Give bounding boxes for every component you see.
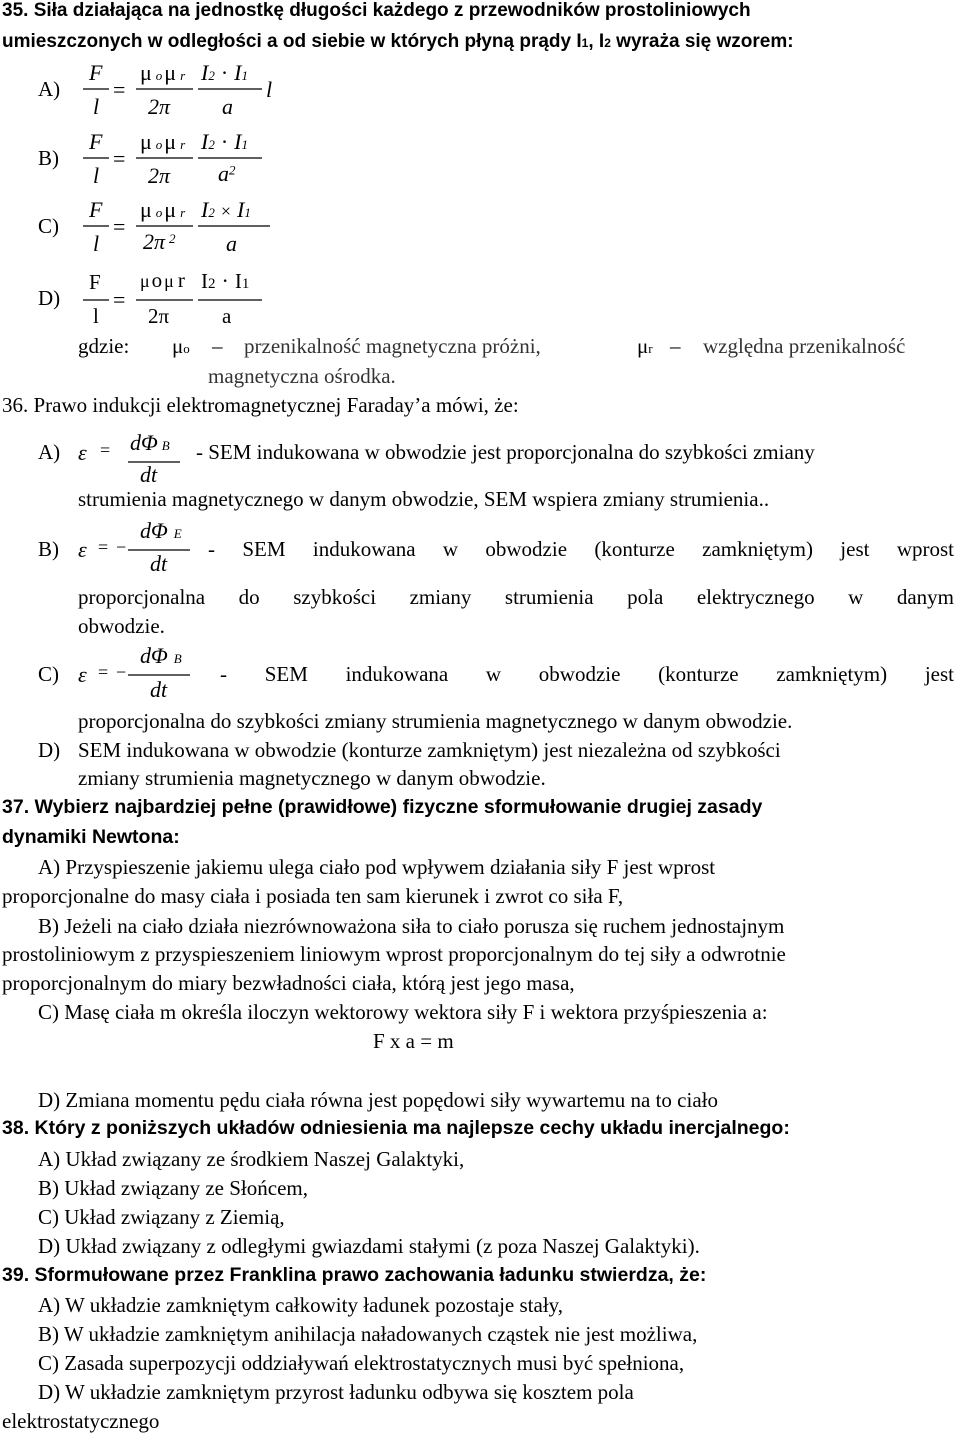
dPhi-E: dΦ E bbox=[140, 518, 182, 543]
q36-b-line1: - SEM indukowana w obwodzie (konturze zamkniętym) jest wprost bbox=[208, 537, 954, 561]
two-pi-squared: 2π $^2$ bbox=[143, 229, 176, 254]
denominator-a: a bbox=[226, 231, 237, 256]
equals-sign: = bbox=[100, 440, 111, 460]
option-label: A) bbox=[38, 77, 61, 101]
numerator-F: F bbox=[89, 60, 103, 85]
a-squared: $a^2$ bbox=[218, 161, 236, 186]
q39-last-line: elektrostatycznego bbox=[2, 1409, 160, 1433]
equals-sign: = bbox=[113, 77, 126, 102]
denominator-l: l bbox=[93, 163, 100, 188]
currents-cross-product: I2 × I1 bbox=[201, 197, 251, 222]
q36-b-line3: obwodzie. bbox=[78, 614, 165, 638]
q37-b-line3: proporcjonalnym do miary bezwładności ciała, którą jest jego masa, bbox=[2, 971, 575, 995]
dPhi-B: dΦ B bbox=[130, 430, 170, 455]
dt: dt bbox=[150, 677, 168, 702]
mu-o-mu-r: μoμ r bbox=[140, 60, 186, 85]
dash: – bbox=[670, 334, 681, 358]
q35-header-line1: 35. Siła działająca na jednostkę długości każdego z przewodników prostoliniowych bbox=[2, 0, 751, 21]
equals-sign: = bbox=[113, 146, 126, 171]
denominator-l: l bbox=[93, 304, 99, 328]
q37-d-line1: D) Zmiana momentu pędu ciała równa jest popędowi siły wywartemu na to ciało bbox=[38, 1088, 718, 1112]
option-label: C) bbox=[38, 214, 59, 238]
two-pi: 2π bbox=[148, 163, 171, 188]
q36-a-line2: strumienia magnetycznego w danym obwodzie, SEM wspiera zmiany strumienia.. bbox=[78, 487, 770, 511]
q35-header-line2: umieszczonych w odległości a od siebie w których płyną prądy I1, I2 wyraża się wzorem: bbox=[2, 31, 794, 52]
two-pi: 2π bbox=[148, 304, 170, 328]
numerator-F: F bbox=[89, 197, 103, 222]
q36-c-line1: - SEM indukowana w obwodzie (konturze zamkniętym) jest bbox=[220, 662, 954, 686]
q37-b-line2: prostoliniowym z przyspieszeniem liniowym wprost proporcjonalnym do tej siły a odwrotnie bbox=[2, 942, 786, 966]
q36-d-line2: zmiany strumienia magnetycznego w danym obwodzie. bbox=[78, 766, 546, 790]
numerator-F: F bbox=[89, 270, 101, 294]
q37-header-line2: dynamiki Newtona: bbox=[2, 826, 180, 848]
q37-a-line1: A) Przyspieszenie jakiemu ulega ciało pod wpływem działania siły F jest wprost bbox=[38, 855, 716, 879]
definition-mu-r: względna przenikalność bbox=[703, 334, 906, 358]
dash: – bbox=[212, 334, 223, 358]
minus-sign: − bbox=[116, 662, 127, 682]
mu-o-mu-r: μoμ r bbox=[140, 197, 186, 222]
q39-option-c: C) Zasada superpozycji oddziaływań elektrostatycznych musi być spełniona, bbox=[38, 1351, 685, 1375]
dt: dt bbox=[150, 551, 168, 576]
factor-l: l bbox=[266, 77, 273, 102]
currents-product: I2 · I1 bbox=[201, 268, 250, 293]
epsilon: ε bbox=[78, 662, 87, 687]
denominator-a: a bbox=[222, 94, 233, 119]
equals-sign: = bbox=[113, 287, 126, 312]
q38-option-c: C) Układ związany z Ziemią, bbox=[38, 1205, 285, 1229]
mu-o-mu-r: μoμ r bbox=[140, 129, 186, 154]
mu-o-symbol: μo bbox=[172, 334, 190, 358]
option-label: A) bbox=[38, 440, 61, 464]
option-label: D) bbox=[38, 738, 61, 762]
denominator-l: l bbox=[93, 231, 100, 256]
q36-header: 36. Prawo indukcji elektromagnetycznej Faraday’a mówi, że: bbox=[2, 393, 519, 417]
two-pi: 2π bbox=[148, 94, 171, 119]
option-label: B) bbox=[38, 146, 59, 170]
q36-c-line2: proporcjonalna do szybkości zmiany strumienia magnetycznego w danym obwodzie. bbox=[78, 709, 793, 733]
denominator-a: a bbox=[222, 304, 232, 328]
q37-c-line1: C) Masę ciała m określa iloczyn wektorowy wektora siły F i wektora przyśpieszenia a: bbox=[38, 1000, 768, 1024]
q37-b-line1: B) Jeżeli na ciało działa niezrównoważona siła to ciało porusza się ruchem jednostajnym bbox=[38, 914, 785, 938]
equals-sign: = bbox=[98, 662, 109, 682]
option-label: D) bbox=[38, 286, 61, 310]
mu-r-symbol: μr bbox=[637, 334, 653, 358]
gdzie-label: gdzie: bbox=[78, 334, 130, 358]
q38-option-a: A) Układ związany ze środkiem Naszej Galaktyki, bbox=[38, 1147, 465, 1171]
q36-b-line2: proporcjonalna do szybkości zmiany strumienia pola elektrycznego w danym bbox=[78, 585, 954, 609]
q39-option-a: A) W układzie zamkniętym całkowity ładunek pozostaje stały, bbox=[38, 1293, 564, 1317]
q39-header: 39. Sformułowane przez Franklina prawo zachowania ładunku stwierdza, że: bbox=[2, 1264, 707, 1286]
equals-sign: = bbox=[98, 537, 109, 557]
dt: dt bbox=[140, 462, 158, 487]
numerator-F: F bbox=[89, 129, 103, 154]
dPhi-B: dΦ B bbox=[140, 643, 182, 668]
q38-option-d: D) Układ związany z odległymi gwiazdami stałymi (z poza Naszej Galaktyki). bbox=[38, 1234, 700, 1258]
option-label: B) bbox=[38, 537, 59, 561]
epsilon: ε bbox=[78, 440, 87, 465]
q39-option-d: D) W układzie zamkniętym przyrost ładunku odbywa się kosztem pola bbox=[38, 1380, 634, 1404]
definition-mu-r-cont: magnetyczna ośrodka. bbox=[208, 364, 396, 388]
currents-product: I2 · I1 bbox=[201, 129, 248, 154]
currents-product: I2 · I1 bbox=[201, 60, 248, 85]
q37-c-formula: F x a = m bbox=[373, 1029, 454, 1053]
minus-sign: − bbox=[116, 537, 127, 557]
option-label: C) bbox=[38, 662, 59, 686]
q37-header-line1: 37. Wybierz najbardziej pełne (prawidłowe) fizyczne sformułowanie drugiej zasady bbox=[2, 796, 763, 818]
q38-option-b: B) Układ związany ze Słońcem, bbox=[38, 1176, 308, 1200]
q36-a-line1: - SEM indukowana w obwodzie jest proporcjonalna do szybkości zmiany bbox=[196, 440, 815, 464]
denominator-l: l bbox=[93, 94, 100, 119]
q37-a-line2: proporcjonalne do masy ciała i posiada ten sam kierunek i zwrot co siła F, bbox=[2, 884, 624, 908]
epsilon: ε bbox=[78, 537, 87, 562]
q39-option-b: B) W układzie zamkniętym anihilacja naładowanych cząstek nie jest możliwa, bbox=[38, 1322, 698, 1346]
q38-header: 38. Który z poniższych układów odniesienia ma najlepsze cechy układu inercjalnego: bbox=[2, 1117, 790, 1139]
definition-mu-o: przenikalność magnetyczna próżni, bbox=[244, 334, 541, 358]
equals-sign: = bbox=[113, 214, 126, 239]
q36-d-line1: SEM indukowana w obwodzie (konturze zamkniętym) jest niezależna od szybkości bbox=[78, 738, 781, 762]
mu-o-mu-r: μo μ r bbox=[140, 268, 185, 292]
